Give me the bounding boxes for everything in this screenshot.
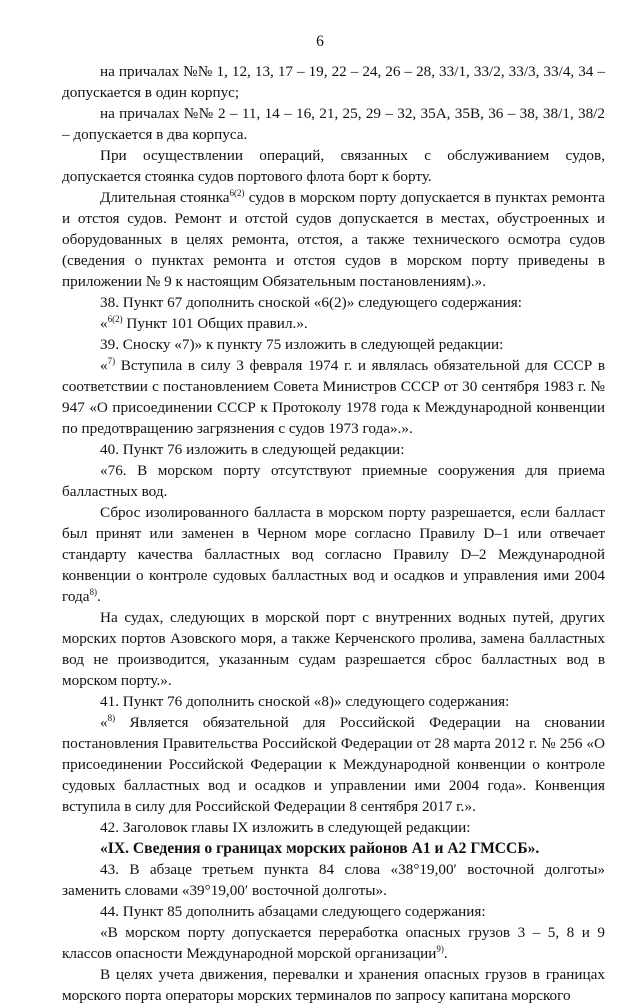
paragraph-text: 41. Пункт 76 дополнить сноской «8)» следующего содержания: xyxy=(100,693,510,710)
paragraph xyxy=(62,964,605,1006)
paragraph xyxy=(62,922,605,964)
paragraph xyxy=(62,691,605,712)
document-body xyxy=(62,61,605,1006)
paragraph-text: . xyxy=(96,588,101,605)
paragraph-text: « xyxy=(100,357,108,374)
paragraph-text: на причалах №№ 2 – 11, 14 – 16, 21, 25, 29 – 32, 35А, 35В, 36 – 38, 38/1, 38/2 – допускается в два корпуса. xyxy=(62,105,605,143)
paragraph xyxy=(62,607,605,691)
paragraph-text: Является обязательной для Российской Федерации на сновании постановления Правительства Российской Федерации от 28 марта 2012 г. № 256 «О присоединении Российской Федерации к Международной конвенции о контроле судовых балластных вод и осадков и управлении ими 2004 года». Конвенция вступила в силу для Российской Федерации 8 сентября 2017 г.». xyxy=(62,714,605,815)
paragraph-text: 39. Сноску «7)» к пункту 75 изложить в следующей редакции: xyxy=(100,336,504,353)
footnote-marker: 8) xyxy=(107,713,116,723)
footnote-marker: 8) xyxy=(89,587,97,597)
paragraph xyxy=(62,61,605,103)
paragraph xyxy=(62,334,605,355)
footnote-marker: 9) xyxy=(436,944,444,954)
paragraph-text: На судах, следующих в морской порт с внутренних водных путей, других морских портов Азовского моря, а также Керченского пролива, замена балластных вод не производится, указанным судам разрешается сброс балластных вод в морском порту.». xyxy=(62,609,605,689)
paragraph-text: Сброс изолированного балласта в морском порту разрешается, если балласт был принят или заменен в Черном море согласно Правилу D–1 или отвечает стандарту качества балластных вод согласно Правилу D–2 Международной конвенции о контроле судовых балластных вод и осадков и управления ими 2004 года xyxy=(62,504,605,605)
page-number: 6 xyxy=(316,33,324,50)
paragraph xyxy=(62,712,605,817)
paragraph xyxy=(62,502,605,607)
paragraph-text: 42. Заголовок главы IX изложить в следующей редакции: xyxy=(100,819,471,836)
paragraph-text: «IX. Сведения о границах морских районов А1 и А2 ГМССБ». xyxy=(100,840,540,857)
paragraph-text: Пункт 101 Общих правил.». xyxy=(122,315,308,332)
paragraph xyxy=(62,103,605,145)
paragraph-text: « xyxy=(100,714,108,731)
paragraph-text: «В морском порту допускается переработка опасных грузов 3 – 5, 8 и 9 классов опасности Международной морской организации xyxy=(62,924,605,962)
paragraph-text: 38. Пункт 67 дополнить сноской «6(2)» следующего содержания: xyxy=(100,294,522,311)
paragraph xyxy=(62,439,605,460)
paragraph xyxy=(62,187,605,292)
paragraph-text: на причалах №№ 1, 12, 13, 17 – 19, 22 – 24, 26 – 28, 33/1, 33/2, 33/3, 33/4, 34 – допускается в один корпус; xyxy=(62,63,605,101)
paragraph-text: судов в морском порту допускается в пунктах ремонта и отстоя судов. Ремонт и отстой судов допускается в местах, обустроенных и оборудованных в целях ремонта, отстоя, а также технического осмотра судов (сведения о пунктах ремонта и отстоя судов в морском порту приведены в приложении № 9 к настоящим Обязательным постановлениям).». xyxy=(62,189,605,290)
footnote-marker: 6(2) xyxy=(229,188,245,198)
paragraph-text: 40. Пункт 76 изложить в следующей редакции: xyxy=(100,441,405,458)
paragraph xyxy=(62,313,605,334)
paragraph-text: В целях учета движения, перевалки и хранения опасных грузов в границах морского порта операторы морских терминалов по запросу капитана морского xyxy=(62,966,605,1004)
paragraph-text: 44. Пункт 85 дополнить абзацами следующего содержания: xyxy=(100,903,486,920)
paragraph xyxy=(62,817,605,838)
paragraph-text: Длительная стоянка xyxy=(100,189,230,206)
paragraph-text: При осуществлении операций, связанных с обслуживанием судов, допускается стоянка судов портового флота борт к борту. xyxy=(62,147,605,185)
paragraph-text: . xyxy=(443,945,448,962)
paragraph-text: Вступила в силу 3 февраля 1974 г. и являлась обязательной для СССР в соответствии с постановлением Совета Министров СССР от 30 сентября 1983 г. № 947 «О присоединении СССР к Протоколу 1978 года к Международной конвенции по предотвращению загрязнения с судов 1973 года».». xyxy=(62,357,605,437)
chapter-heading xyxy=(62,838,605,859)
footnote-marker: 6(2) xyxy=(107,314,123,324)
paragraph xyxy=(62,901,605,922)
paragraph-text: 43. В абзаце третьем пункта 84 слова «38°19,00′ восточной долготы» заменить словами «39°19,00′ восточной долготы». xyxy=(62,861,605,899)
paragraph xyxy=(62,460,605,502)
paragraph xyxy=(62,355,605,439)
footnote-marker: 7) xyxy=(107,356,116,366)
paragraph-text: «76. В морском порту отсутствуют приемные сооружения для приема балластных вод. xyxy=(62,462,605,500)
paragraph xyxy=(62,859,605,901)
paragraph xyxy=(62,292,605,313)
paragraph-text: « xyxy=(100,315,108,332)
paragraph xyxy=(62,145,605,187)
